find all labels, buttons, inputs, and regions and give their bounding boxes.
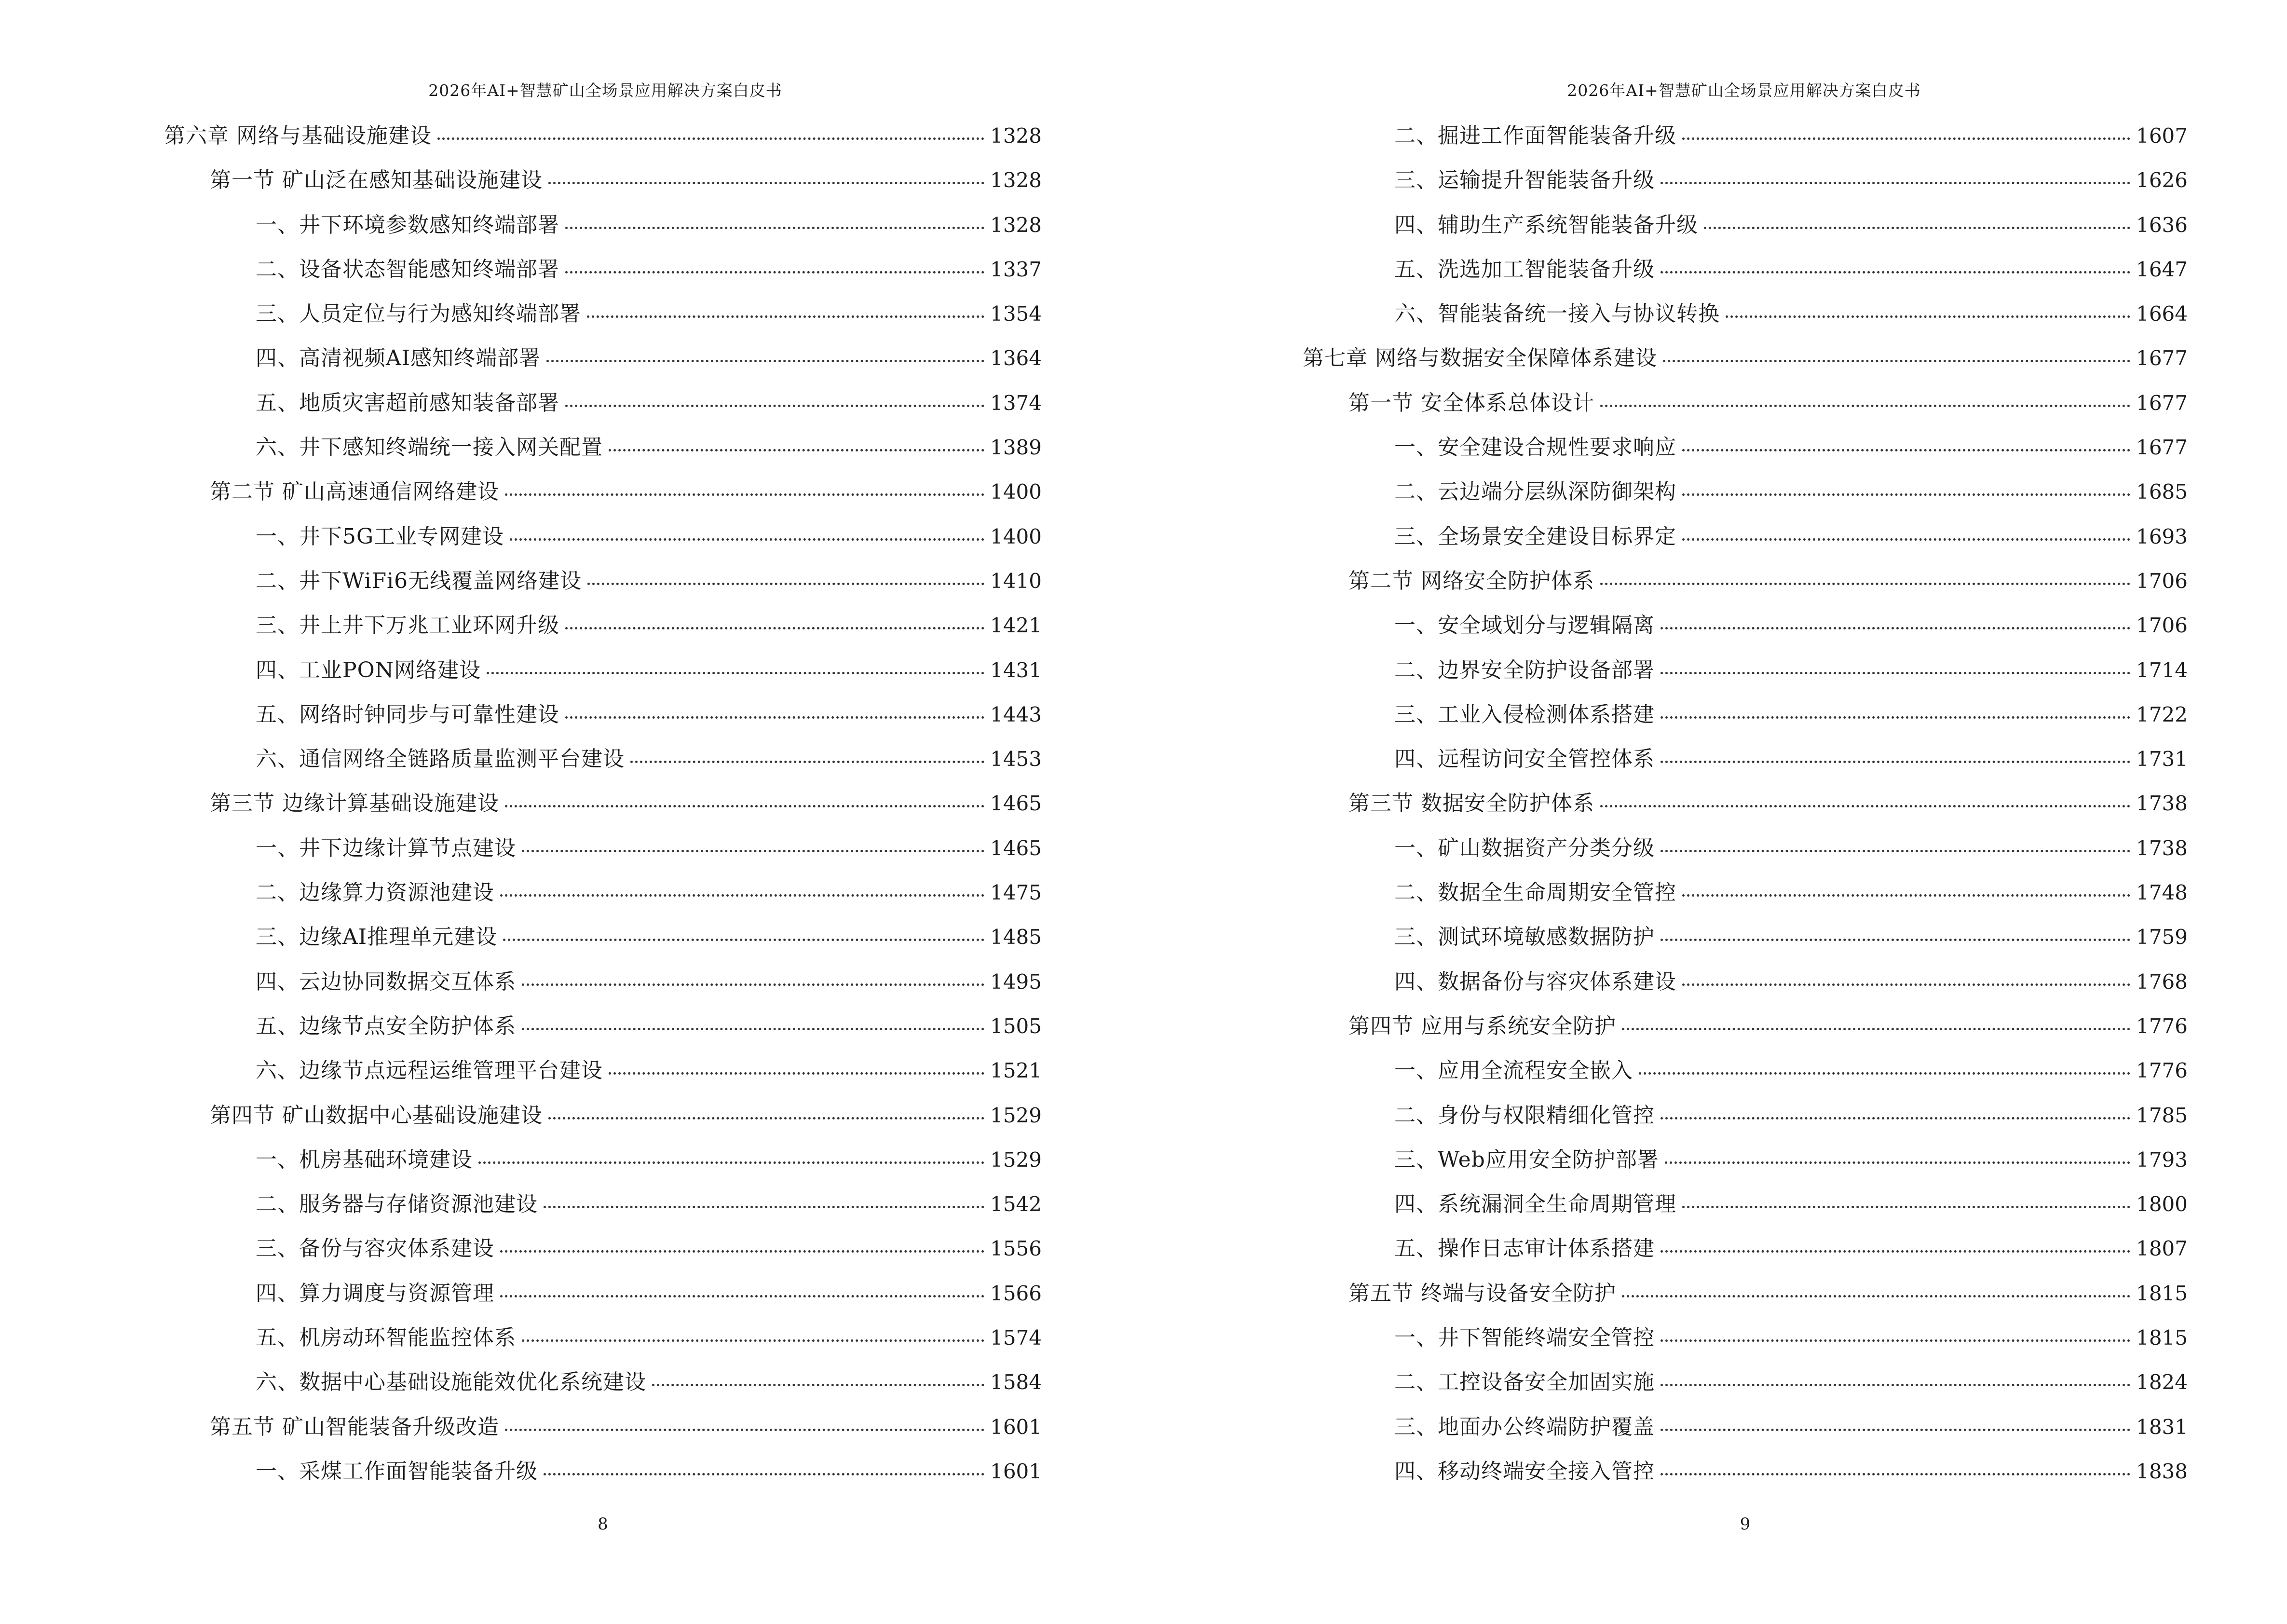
toc-entry-page-number: 1328 [990,168,1042,192]
toc-entry-title: 五、地质灾害超前感知装备部署 [256,390,559,415]
toc-entry-title: 六、通信网络全链路质量监测平台建设 [256,747,625,772]
toc-entry-title: 六、智能装备统一接入与协议转换 [1394,301,1720,327]
right-page [1144,0,2287,1624]
toc-subsection-entry[interactable] [164,296,1042,341]
toc-entry-page-number: 1443 [990,702,1042,726]
toc-entry-page-number: 1584 [990,1370,1042,1394]
toc-entry-title: 四、数据备份与容灾体系建设 [1394,969,1676,994]
toc-entry-page-number: 1400 [990,480,1042,504]
toc-entry-page-number: 1566 [990,1281,1042,1305]
toc-entry-title: 四、工业PON网络建设 [256,657,481,682]
toc-entry-page-number: 1706 [2136,614,2188,638]
toc-entry-page-number: 1337 [990,257,1042,281]
dot-leader [1661,182,2130,184]
toc-entry-page-number: 1815 [2136,1281,2188,1305]
toc-subsection-entry[interactable] [164,1142,1042,1187]
toc-entry-page-number: 1328 [990,213,1042,237]
toc-subsection-entry[interactable] [1303,1320,2188,1365]
toc-entry-page-number: 1647 [2136,257,2188,281]
dot-leader [478,1161,984,1164]
toc-entry-page-number: 1453 [990,747,1042,771]
dot-leader [505,493,984,496]
toc-entry-title: 四、高清视频AI感知终端部署 [256,346,541,371]
toc-section-entry[interactable] [1303,1009,2188,1053]
toc-entry-title: 第二节 网络安全防护体系 [1348,568,1594,593]
toc-entry-page-number: 1521 [990,1059,1042,1083]
toc-entry-title: 三、边缘AI推理单元建设 [256,925,498,950]
toc-entry-page-number: 1706 [2136,569,2188,593]
toc-entry-title: 三、备份与容灾体系建设 [256,1236,494,1261]
toc-subsection-entry[interactable] [164,207,1042,252]
toc-entry-page-number: 1556 [990,1237,1042,1261]
dot-leader [522,850,984,852]
toc-subsection-entry[interactable] [164,563,1042,608]
toc-entry-title: 第二节 矿山高速通信网络建设 [210,479,499,505]
toc-entry-title: 四、移动终端安全接入管控 [1394,1459,1655,1484]
toc-entry-page-number: 1731 [2136,747,2188,771]
toc-subsection-entry[interactable] [164,741,1042,786]
toc-subsection-entry[interactable] [164,341,1042,385]
toc-subsection-entry[interactable] [1303,1409,2188,1454]
toc-entry-page-number: 1748 [2136,881,2188,905]
toc-entry-title: 三、工业入侵检测体系搭建 [1394,702,1655,727]
dot-leader [1661,761,2130,763]
toc-entry-page-number: 1815 [2136,1326,2188,1350]
toc-entry-title: 四、系统漏洞全生命周期管理 [1394,1192,1676,1217]
toc-entry-page-number: 1714 [2136,658,2188,682]
toc-entry-page-number: 1607 [2136,124,2188,148]
toc-entry-page-number: 1505 [990,1014,1042,1038]
dot-leader [505,805,984,807]
dot-leader [1639,1072,2130,1075]
toc-subsection-entry[interactable] [1303,1231,2188,1275]
table-of-contents [1303,118,2188,1498]
dot-leader [1682,493,2130,496]
toc-entry-page-number: 1838 [2136,1459,2188,1483]
toc-entry-title: 一、井下边缘计算节点建设 [256,835,516,860]
dot-leader [1704,227,2130,229]
dot-leader [544,1206,984,1208]
dot-leader [1682,894,2130,897]
toc-subsection-entry[interactable] [164,919,1042,964]
dot-leader [1682,137,2130,140]
dot-leader [544,1473,984,1475]
toc-subsection-entry[interactable] [164,430,1042,474]
dot-leader [437,137,984,140]
toc-subsection-entry[interactable] [164,1187,1042,1231]
toc-subsection-entry[interactable] [1303,430,2188,474]
dot-leader [1663,360,2130,362]
toc-entry-title: 第五节 终端与设备安全防护 [1348,1281,1616,1306]
dot-leader [1682,1206,2130,1208]
toc-subsection-entry[interactable] [1303,474,2188,519]
toc-entry-page-number: 1400 [990,524,1042,548]
toc-entry-title: 三、地面办公终端防护覆盖 [1394,1414,1655,1439]
dot-leader [1661,1473,2130,1475]
toc-entry-title: 二、设备状态智能感知终端部署 [256,257,559,282]
dot-leader [1661,672,2130,674]
toc-entry-page-number: 1793 [2136,1147,2188,1172]
toc-section-entry[interactable] [164,786,1042,830]
toc-entry-title: 四、算力调度与资源管理 [256,1281,494,1306]
toc-subsection-entry[interactable] [1303,1142,2188,1187]
toc-entry-title: 二、身份与权限精细化管控 [1394,1103,1655,1128]
toc-subsection-entry[interactable] [164,1276,1042,1320]
dot-leader [1661,1384,2130,1386]
toc-entry-page-number: 1364 [990,346,1042,370]
toc-subsection-entry[interactable] [164,252,1042,296]
toc-subsection-entry[interactable] [1303,831,2188,875]
toc-entry-page-number: 1529 [990,1103,1042,1127]
toc-entry-title: 一、安全域划分与逻辑隔离 [1394,613,1655,638]
toc-section-entry[interactable] [1303,563,2188,608]
toc-entry-title: 五、边缘节点安全防护体系 [256,1013,516,1038]
toc-entry-page-number: 1800 [2136,1192,2188,1216]
dot-leader [1600,805,2130,807]
toc-subsection-entry[interactable] [1303,1454,2188,1498]
dot-leader [609,449,984,451]
toc-entry-title: 一、矿山数据资产分类分级 [1394,835,1655,860]
toc-entry-page-number: 1677 [2136,391,2188,415]
dot-leader [505,1429,984,1431]
toc-entry-page-number: 1636 [2136,213,2188,237]
toc-entry-title: 一、采煤工作面智能装备升级 [256,1459,538,1484]
dot-leader [1682,449,2130,451]
dot-leader [1661,850,2130,852]
toc-subsection-entry[interactable] [164,608,1042,652]
dot-leader [1661,1250,2130,1253]
toc-entry-page-number: 1685 [2136,480,2188,504]
toc-entry-page-number: 1785 [2136,1103,2188,1127]
dot-leader [1661,716,2130,719]
dot-leader [565,716,984,719]
page-number: 9 [1740,1515,1751,1534]
dot-leader [1622,1028,2130,1030]
toc-entry-title: 二、井下WiFi6无线覆盖网络建设 [256,568,582,593]
toc-entry-page-number: 1421 [990,614,1042,638]
toc-entry-title: 一、井下5G工业专网建设 [256,524,504,549]
toc-subsection-entry[interactable] [1303,653,2188,697]
toc-entry-title: 第一节 安全体系总体设计 [1348,390,1594,415]
toc-entry-page-number: 1475 [990,881,1042,905]
toc-entry-page-number: 1465 [990,836,1042,860]
toc-entry-title: 第一节 矿山泛在感知基础设施建设 [210,168,543,193]
toc-entry-title: 三、测试环境敏感数据防护 [1394,925,1655,950]
dot-leader [587,583,984,585]
toc-entry-title: 三、全场景安全建设目标界定 [1394,524,1676,549]
toc-entry-title: 六、井下感知终端统一接入网关配置 [256,435,603,460]
toc-entry-title: 一、井下智能终端安全管控 [1394,1325,1655,1351]
toc-entry-title: 二、服务器与存储资源池建设 [256,1192,538,1217]
dot-leader [487,672,984,674]
toc-subsection-entry[interactable] [1303,875,2188,919]
toc-entry-title: 二、掘进工作面智能装备升级 [1394,123,1676,148]
dot-leader [565,227,984,229]
toc-entry-title: 第三节 数据安全防护体系 [1348,791,1594,816]
toc-entry-page-number: 1831 [2136,1415,2188,1439]
dot-leader [1600,405,2130,407]
table-of-contents [164,118,1042,1498]
toc-section-entry[interactable] [164,474,1042,519]
toc-subsection-entry[interactable] [1303,741,2188,786]
toc-subsection-entry[interactable] [164,831,1042,875]
toc-entry-page-number: 1542 [990,1192,1042,1216]
toc-entry-page-number: 1693 [2136,524,2188,548]
toc-entry-page-number: 1410 [990,569,1042,593]
dot-leader [522,1028,984,1030]
toc-entry-title: 三、井上井下万兆工业环网升级 [256,613,559,638]
dot-leader [1661,271,2130,273]
toc-entry-page-number: 1664 [2136,302,2188,326]
toc-entry-page-number: 1738 [2136,836,2188,860]
running-header: 2026年AI+智慧矿山全场景应用解决方案白皮书 [1567,81,1921,100]
toc-subsection-entry[interactable] [1303,697,2188,741]
toc-entry-page-number: 1776 [2136,1014,2188,1038]
toc-entry-page-number: 1759 [2136,925,2188,949]
toc-subsection-entry[interactable] [164,1320,1042,1365]
toc-entry-page-number: 1677 [2136,436,2188,460]
toc-entry-page-number: 1677 [2136,346,2188,370]
toc-subsection-entry[interactable] [164,653,1042,697]
toc-section-entry[interactable] [1303,786,2188,830]
toc-entry-title: 五、洗选加工智能装备升级 [1394,257,1655,282]
toc-entry-title: 第四节 应用与系统安全防护 [1348,1013,1616,1038]
toc-entry-page-number: 1722 [2136,702,2188,726]
toc-entry-title: 六、边缘节点远程运维管理平台建设 [256,1058,603,1083]
toc-subsection-entry[interactable] [1303,1098,2188,1142]
toc-subsection-entry[interactable] [1303,608,2188,652]
toc-entry-title: 第五节 矿山智能装备升级改造 [210,1414,499,1439]
toc-entry-title: 第六章 网络与基础设施建设 [164,123,432,148]
toc-entry-title: 四、云边协同数据交互体系 [256,969,516,994]
dot-leader [1665,1161,2130,1164]
toc-subsection-entry[interactable] [164,1231,1042,1275]
dot-leader [565,627,984,629]
running-header: 2026年AI+智慧矿山全场景应用解决方案白皮书 [428,81,782,100]
page-number: 8 [598,1515,608,1534]
toc-subsection-entry[interactable] [1303,1053,2188,1097]
dot-leader [1661,939,2130,941]
dot-leader [522,983,984,986]
toc-entry-title: 六、数据中心基础设施能效优化系统建设 [256,1370,646,1395]
dot-leader [565,271,984,273]
toc-entry-page-number: 1485 [990,925,1042,949]
toc-entry-page-number: 1354 [990,302,1042,326]
toc-subsection-entry[interactable] [164,1365,1042,1409]
dot-leader [565,405,984,407]
toc-subsection-entry[interactable] [1303,163,2188,207]
toc-entry-page-number: 1495 [990,969,1042,994]
dot-leader [548,182,984,184]
toc-subsection-entry[interactable] [164,519,1042,563]
dot-leader [1600,583,2130,585]
dot-leader [1622,1295,2130,1297]
toc-section-entry[interactable] [164,1409,1042,1454]
toc-subsection-entry[interactable] [1303,519,2188,563]
toc-entry-page-number: 1601 [990,1459,1042,1483]
toc-entry-title: 四、辅助生产系统智能装备升级 [1394,212,1698,237]
toc-entry-title: 三、运输提升智能装备升级 [1394,168,1655,193]
toc-entry-page-number: 1626 [2136,168,2188,192]
toc-entry-title: 二、数据全生命周期安全管控 [1394,880,1676,905]
toc-entry-page-number: 1601 [990,1415,1042,1439]
toc-subsection-entry[interactable] [164,875,1042,919]
toc-entry-title: 四、远程访问安全管控体系 [1394,747,1655,772]
dot-leader [587,315,984,318]
toc-section-entry[interactable] [1303,1276,2188,1320]
dot-leader [522,1339,984,1342]
toc-entry-page-number: 1768 [2136,969,2188,994]
dot-leader [510,538,984,541]
toc-entry-title: 五、网络时钟同步与可靠性建设 [256,702,559,727]
dot-leader [630,761,984,763]
dot-leader [1661,1339,2130,1342]
toc-entry-title: 一、机房基础环境建设 [256,1147,473,1172]
toc-entry-title: 二、边缘算力资源池建设 [256,880,494,905]
toc-subsection-entry[interactable] [1303,207,2188,252]
toc-entry-title: 一、井下环境参数感知终端部署 [256,212,559,237]
toc-entry-page-number: 1431 [990,658,1042,682]
dot-leader [1661,1429,2130,1431]
toc-entry-page-number: 1328 [990,124,1042,148]
toc-entry-page-number: 1807 [2136,1237,2188,1261]
dot-leader [503,939,984,941]
toc-entry-page-number: 1465 [990,792,1042,816]
toc-section-entry[interactable] [164,1098,1042,1142]
toc-subsection-entry[interactable] [1303,919,2188,964]
toc-entry-title: 三、Web应用安全防护部署 [1394,1147,1659,1172]
toc-entry-title: 第七章 网络与数据安全保障体系建设 [1303,346,1657,371]
toc-section-entry[interactable] [164,163,1042,207]
toc-subsection-entry[interactable] [1303,118,2188,163]
toc-subsection-entry[interactable] [164,964,1042,1009]
toc-subsection-entry[interactable] [1303,1365,2188,1409]
toc-subsection-entry[interactable] [164,1053,1042,1097]
dot-leader [1661,627,2130,629]
dot-leader [1661,1117,2130,1119]
toc-subsection-entry[interactable] [164,385,1042,430]
toc-chapter-entry[interactable] [1303,341,2188,385]
toc-entry-title: 一、应用全流程安全嵌入 [1394,1058,1633,1083]
toc-section-entry[interactable] [1303,385,2188,430]
dot-leader [500,1295,984,1297]
toc-subsection-entry[interactable] [1303,296,2188,341]
toc-chapter-entry[interactable] [164,118,1042,163]
toc-subsection-entry[interactable] [1303,964,2188,1009]
dot-leader [546,360,984,362]
toc-entry-page-number: 1374 [990,391,1042,415]
toc-entry-page-number: 1738 [2136,792,2188,816]
toc-entry-title: 第三节 边缘计算基础设施建设 [210,791,499,816]
dot-leader [500,894,984,897]
dot-leader [1682,983,2130,986]
toc-entry-page-number: 1574 [990,1326,1042,1350]
toc-entry-title: 五、机房动环智能监控体系 [256,1325,516,1351]
dot-leader [652,1384,984,1386]
dot-leader [609,1072,984,1075]
toc-entry-page-number: 1824 [2136,1370,2188,1394]
toc-entry-page-number: 1529 [990,1147,1042,1172]
dot-leader [548,1117,984,1119]
dot-leader [1682,538,2130,541]
dot-leader [500,1250,984,1253]
toc-entry-title: 五、操作日志审计体系搭建 [1394,1236,1655,1261]
toc-subsection-entry[interactable] [1303,252,2188,296]
toc-entry-title: 二、边界安全防护设备部署 [1394,657,1655,682]
toc-subsection-entry[interactable] [164,1454,1042,1498]
toc-subsection-entry[interactable] [1303,1187,2188,1231]
toc-entry-title: 二、云边端分层纵深防御架构 [1394,479,1676,505]
toc-entry-page-number: 1776 [2136,1059,2188,1083]
toc-entry-title: 二、工控设备安全加固实施 [1394,1370,1655,1395]
toc-entry-title: 一、安全建设合规性要求响应 [1394,435,1676,460]
toc-entry-page-number: 1389 [990,436,1042,460]
toc-subsection-entry[interactable] [164,1009,1042,1053]
toc-entry-title: 三、人员定位与行为感知终端部署 [256,301,581,327]
toc-subsection-entry[interactable] [164,697,1042,741]
dot-leader [1726,315,2130,318]
toc-entry-title: 第四节 矿山数据中心基础设施建设 [210,1103,543,1128]
